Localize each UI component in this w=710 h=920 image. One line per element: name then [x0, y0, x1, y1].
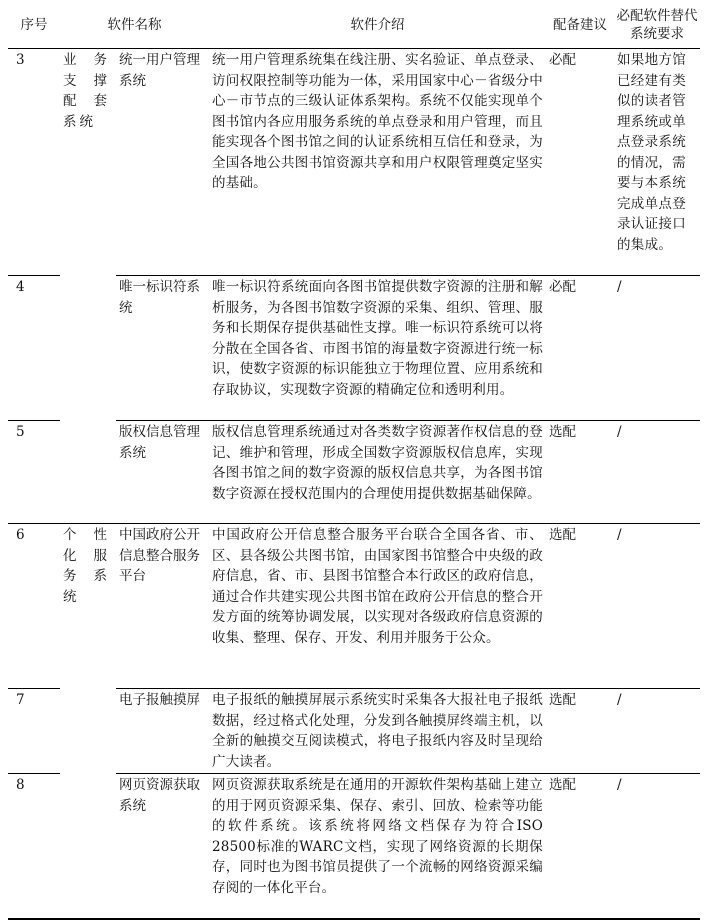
- software-name: 电子报触摸屏: [119, 692, 200, 708]
- software-intro: 电子报纸的触摸屏展示系统实时采集各大报社电子报纸数据，经过格式化处理，分发到各触摸屏终端主机，以全新的触摸交互阅读模式，将电子报纸内容及时呈现给广大读者。: [212, 692, 543, 770]
- config-suggestion: 必配: [549, 279, 576, 295]
- software-intro: 版权信息管理系统通过对各类数字资源著作权信息的登记、维护和管理，形成全国数字资源版权信息库，实现各图书馆之间的数字资源的版权信息共享，为各图书馆数字资源在授权范围内的合理使用提供数据基础保障。: [212, 424, 543, 502]
- config-suggestion: 选配: [549, 692, 576, 708]
- row-number: 3: [16, 52, 25, 68]
- row-number: 6: [16, 527, 25, 543]
- table-row: [8, 524, 700, 689]
- category-cell: 业务支撑配套系统: [63, 52, 110, 130]
- row-number: 5: [16, 424, 25, 440]
- software-table: [8, 2, 700, 920]
- replacement-requirement: /: [617, 527, 622, 543]
- header-name: 软件名称: [107, 17, 162, 33]
- header-no: 序号: [20, 17, 48, 33]
- row-number: 7: [16, 692, 25, 708]
- table-row: [8, 49, 700, 276]
- software-name: 版权信息管理系统: [119, 424, 200, 461]
- header-intro: 软件介绍: [350, 17, 405, 33]
- replacement-requirement: /: [617, 279, 622, 295]
- header-replace: 必配软件替代系统要求: [616, 8, 698, 42]
- header-config: 配备建议: [553, 17, 607, 33]
- software-name: 统一用户管理系统: [119, 52, 200, 89]
- config-suggestion: 选配: [549, 424, 576, 440]
- software-name: 中国政府公开信息整合服务平台: [119, 527, 200, 584]
- row-number: 4: [16, 279, 25, 295]
- software-name: 网页资源获取系统: [119, 777, 200, 814]
- software-intro: 中国政府公开信息整合服务平台联合全国各省、市、区、县各级公共图书馆，由国家图书馆整合中央级的政府信息，省、市、县图书馆整合本行政区的政府信息，通过合作共建实现公共图书馆在政府公开信息的整合开发方面的统筹协调发展，以实现对各级政府信息资源的收集、整理、保存、开发、利用并服务于公众。: [212, 527, 543, 646]
- config-suggestion: 选配: [549, 527, 576, 543]
- config-suggestion: 选配: [549, 777, 576, 793]
- software-name: 唯一标识符系统: [119, 279, 200, 316]
- replacement-requirement: /: [617, 692, 622, 708]
- replacement-requirement: /: [617, 777, 622, 793]
- software-intro: 统一用户管理系统集在线注册、实名验证、单点登录、访问权限控制等功能为一体，采用国家中心－省级分中心－市节点的三级认证体系架构。系统不仅能实现单个图书馆内各应用服务系统的单点登录和用户管理，而且能实现各个图书馆之间的认证系统相互信任和登录，为全国各地公共图书馆资源共享和用户权限管理奠定坚实的基础。: [212, 52, 543, 191]
- replacement-requirement: /: [617, 424, 622, 440]
- table-header-row: [8, 2, 700, 49]
- category-cell: 个性化服务系统: [63, 527, 110, 605]
- replacement-requirement: 如果地方馆已经建有类似的读者管理系统或单点登录系统的情况，需要与本系统完成单点登录认证接口的集成。: [617, 52, 686, 253]
- row-number: 8: [16, 777, 25, 793]
- software-intro: 网页资源获取系统是在通用的开源软件架构基础上建立的用于网页资源采集、保存、索引、回放、检索等功能的软件系统。该系统将网络文档保存为符合ISO 28500标准的WARC文档，实现了网络资源的长期保存，同时也为图书馆员提供了一个流畅的网络资源采编存阅的一体化平台。: [212, 777, 543, 896]
- config-suggestion: 必配: [549, 52, 576, 68]
- software-intro: 唯一标识符系统面向各图书馆提供数字资源的注册和解析服务，为各图书馆数字资源的采集、组织、管理、服务和长期保存提供基础性支撑。唯一标识符系统可以将分散在全国各省、市图书馆的海量数字资源进行统一标识，使数字资源的标识能独立于物理位置、应用系统和存取协议，实现数字资源的精确定位和透明利用。: [212, 279, 543, 398]
